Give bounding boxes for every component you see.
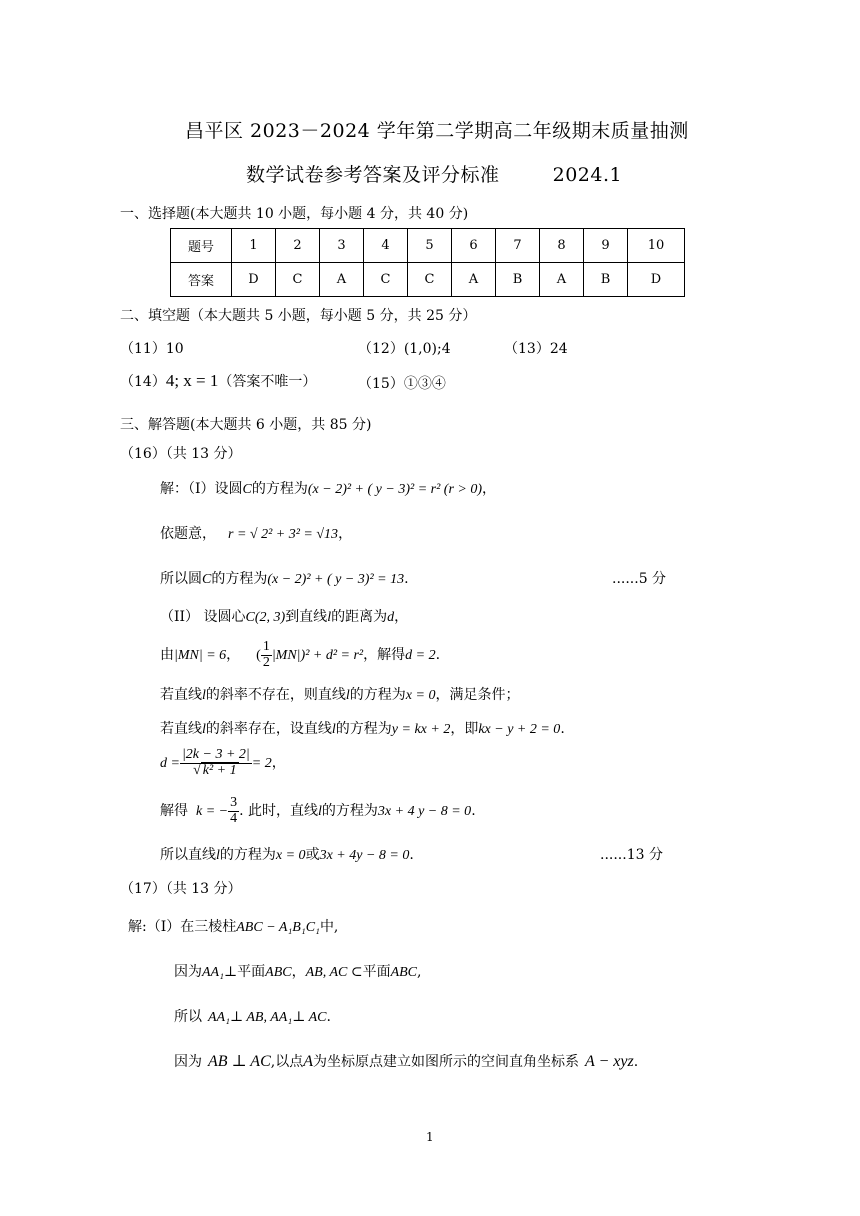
section-2-heading: 二、填空题（本大题共 5 小题，每小题 5 分，共 25 分） <box>120 308 477 324</box>
text: ,以点 <box>270 1054 304 1070</box>
table-cell: 10 <box>628 229 685 263</box>
denominator: √ k² + 1 <box>193 762 237 778</box>
answer-12: （12）(1,0);4 <box>358 341 451 357</box>
q16-line-2 <box>160 523 352 543</box>
text: 所以圆 <box>160 571 202 587</box>
math: l <box>202 722 206 737</box>
text: ， <box>271 755 286 772</box>
text: 的斜率存在，设直线 <box>205 721 332 737</box>
answer-14-value: 4; x = 1 <box>165 371 219 390</box>
text: . <box>409 847 414 863</box>
table-cell: A <box>320 263 364 297</box>
math-equation: (x − 2)² + ( y − 3)² = 13 <box>267 572 405 587</box>
math: l <box>327 610 332 625</box>
text: 的方程为 <box>335 721 392 737</box>
text: 的距离为 <box>331 609 388 625</box>
text: 为坐标原点建立如图所示的空间直角坐标系 <box>312 1054 579 1070</box>
table-cell: 5 <box>408 229 452 263</box>
math: d = 2 <box>405 648 436 664</box>
text: 若直线 <box>160 687 202 703</box>
math: A − xyz <box>584 1053 634 1070</box>
math-equation: (x − 2)² + ( y − 3)² = r² (r > 0) <box>307 482 482 497</box>
text: 的斜率不存在，则直线 <box>205 687 346 703</box>
section-1-heading: 一、选择题(本大题共 10 小题，每小题 4 分，共 40 分) <box>120 206 469 222</box>
q16-line-4 <box>160 606 408 626</box>
table-cell: C <box>364 263 408 297</box>
math: AA₁⊥ <box>202 965 238 980</box>
q17-line-3 <box>174 1006 331 1026</box>
q16-line-1 <box>160 478 496 498</box>
math: x = 0 <box>405 688 436 703</box>
math: kx − y + 2 = 0 <box>478 722 561 737</box>
answer-table <box>170 228 685 297</box>
math: 3x + 4y − 8 = 0 <box>319 848 410 863</box>
text: . <box>326 1009 331 1025</box>
math: d = <box>160 756 180 772</box>
table-cell: D <box>628 263 685 297</box>
q16-line-8 <box>160 748 286 778</box>
text: 平面 <box>362 964 391 980</box>
text: 所以 <box>174 1009 202 1025</box>
table-cell: 6 <box>452 229 496 263</box>
fraction-half <box>261 640 272 670</box>
table-cell: C <box>276 263 320 297</box>
math: l <box>345 688 350 703</box>
denominator: 4 <box>230 810 238 826</box>
math: = 2 <box>251 756 272 772</box>
text: ， <box>291 964 306 980</box>
text: 依题意， <box>160 526 216 542</box>
text: 到直线 <box>285 609 328 625</box>
math-equation: |MN|)² + d² = r² <box>271 648 364 664</box>
q16-line-6 <box>160 684 519 704</box>
text: , <box>417 964 422 980</box>
q16-line-3 <box>160 568 409 588</box>
text: . <box>560 721 565 737</box>
table-cell: A <box>540 263 584 297</box>
text: . <box>633 1054 639 1070</box>
text: 由 <box>160 647 174 664</box>
numerator: 1 <box>262 639 270 654</box>
table-header-cell: 答案 <box>171 263 232 297</box>
text: ， <box>482 481 496 497</box>
math: k = − <box>196 804 229 820</box>
text: . <box>435 647 441 664</box>
table-header-cell: 题号 <box>171 229 232 263</box>
q17-line-2 <box>174 961 421 981</box>
text: 中, <box>319 919 339 935</box>
denominator: 2 <box>262 654 270 670</box>
text: 因为 <box>174 964 202 980</box>
text: 的方程为 <box>321 803 378 820</box>
table-cell: 1 <box>232 229 276 263</box>
math: C(2, 3) <box>245 610 286 625</box>
q16-score-2: ......13 分 <box>600 847 663 863</box>
title-line-1: 昌平区 2023－2024 学年第二学期高二年级期末质量抽测 <box>185 120 689 142</box>
title-line-2 <box>246 160 622 187</box>
answer-14-note: （答案不唯一） <box>218 374 317 390</box>
text: 的方程为 <box>211 571 268 587</box>
text: . <box>404 571 409 587</box>
table-cell: 9 <box>584 229 628 263</box>
section-3-heading: 三、解答题(本大题共 6 小题，共 85 分) <box>120 417 372 433</box>
text: ， <box>226 647 241 664</box>
math: AB, AC ⊂ <box>305 965 363 980</box>
math: ABC <box>390 965 418 980</box>
q17-heading: （17）（共 13 分） <box>120 881 242 897</box>
q17-line-1 <box>128 916 338 936</box>
table-row-numbers <box>171 229 685 263</box>
math: AA₁⊥ AB, AA₁⊥ AC <box>208 1010 327 1025</box>
math: ABC − A₁B₁C₁ <box>236 920 320 935</box>
math: C <box>242 482 252 497</box>
table-cell: 2 <box>276 229 320 263</box>
table-cell: A <box>452 263 496 297</box>
text: 的方程为 <box>251 481 308 497</box>
table-cell: B <box>496 263 540 297</box>
numerator: |2k − 3 + 2| <box>181 747 250 762</box>
q16-line-5: 由|MN| = 6， ( $\frac{1}{2}$ |MN|)² + d² = r²，解得d = 2. <box>160 639 441 670</box>
math: x = 0 <box>275 848 306 863</box>
q16-line-7 <box>160 718 565 738</box>
text: 所以直线 <box>160 847 216 863</box>
table-cell: C <box>408 263 452 297</box>
text: 若直线 <box>160 721 202 737</box>
table-cell: 7 <box>496 229 540 263</box>
answer-14 <box>120 371 316 391</box>
text: ，满足条件； <box>435 687 520 703</box>
math: l <box>216 848 220 863</box>
table-row-answers <box>171 263 685 297</box>
text: 解：（I）设圆 <box>160 481 243 497</box>
text: 或 <box>305 847 320 863</box>
math: l <box>318 804 322 820</box>
text: . <box>471 803 476 820</box>
text: 的方程为 <box>219 847 276 863</box>
text: （II） 设圆心 <box>160 609 246 625</box>
text: ，解得 <box>363 647 406 664</box>
table-cell: B <box>584 263 628 297</box>
math: A <box>303 1053 313 1070</box>
answer-13: （13）24 <box>504 341 568 357</box>
q16-line-10 <box>160 844 414 864</box>
text: 解得 <box>160 803 188 820</box>
title-text: 数学试卷参考答案及评分标准 <box>246 164 500 186</box>
text: ，即 <box>450 721 479 737</box>
math: |MN| = 6 <box>174 648 227 664</box>
math: ABC <box>265 965 292 980</box>
math-equation: r = √ 2² + 3² = √13 <box>228 527 339 542</box>
math: y = kx + 2 <box>391 722 451 737</box>
answer-14-label: （14） <box>120 374 166 390</box>
table-cell: 8 <box>540 229 584 263</box>
text: 因为 <box>174 1054 202 1070</box>
title-date: 2024.1 <box>552 164 623 186</box>
text: 的方程为 <box>349 687 406 703</box>
answer-11: （11）10 <box>120 341 184 357</box>
table-cell: 3 <box>320 229 364 263</box>
q17-line-4 <box>174 1051 638 1071</box>
table-cell: 4 <box>364 229 408 263</box>
math: AB ⊥ AC <box>208 1053 271 1070</box>
numerator: 3 <box>230 795 238 810</box>
text: . 此时，直线 <box>239 803 319 820</box>
math: l <box>202 688 206 703</box>
page-number: 1 <box>426 1130 434 1144</box>
math: 3x + 4 y − 8 = 0 <box>377 804 472 820</box>
sqrt-radicand: k² + 1 <box>202 762 237 778</box>
distance-fraction <box>180 748 252 778</box>
q16-line-9 <box>160 796 476 826</box>
math: l <box>331 722 336 737</box>
table-cell: D <box>232 263 276 297</box>
answer-15: （15）①③④ <box>358 376 446 392</box>
math: C <box>202 572 212 587</box>
q16-score-1: ......5 分 <box>612 571 667 587</box>
math: d <box>387 610 395 625</box>
text: ， <box>394 609 409 625</box>
text: 解:（I）在三棱柱 <box>128 919 237 935</box>
fraction-three-quarters <box>228 796 239 826</box>
q16-heading: （16）（共 13 分） <box>120 446 242 462</box>
text: ， <box>338 526 353 542</box>
text: 平面 <box>237 964 266 980</box>
